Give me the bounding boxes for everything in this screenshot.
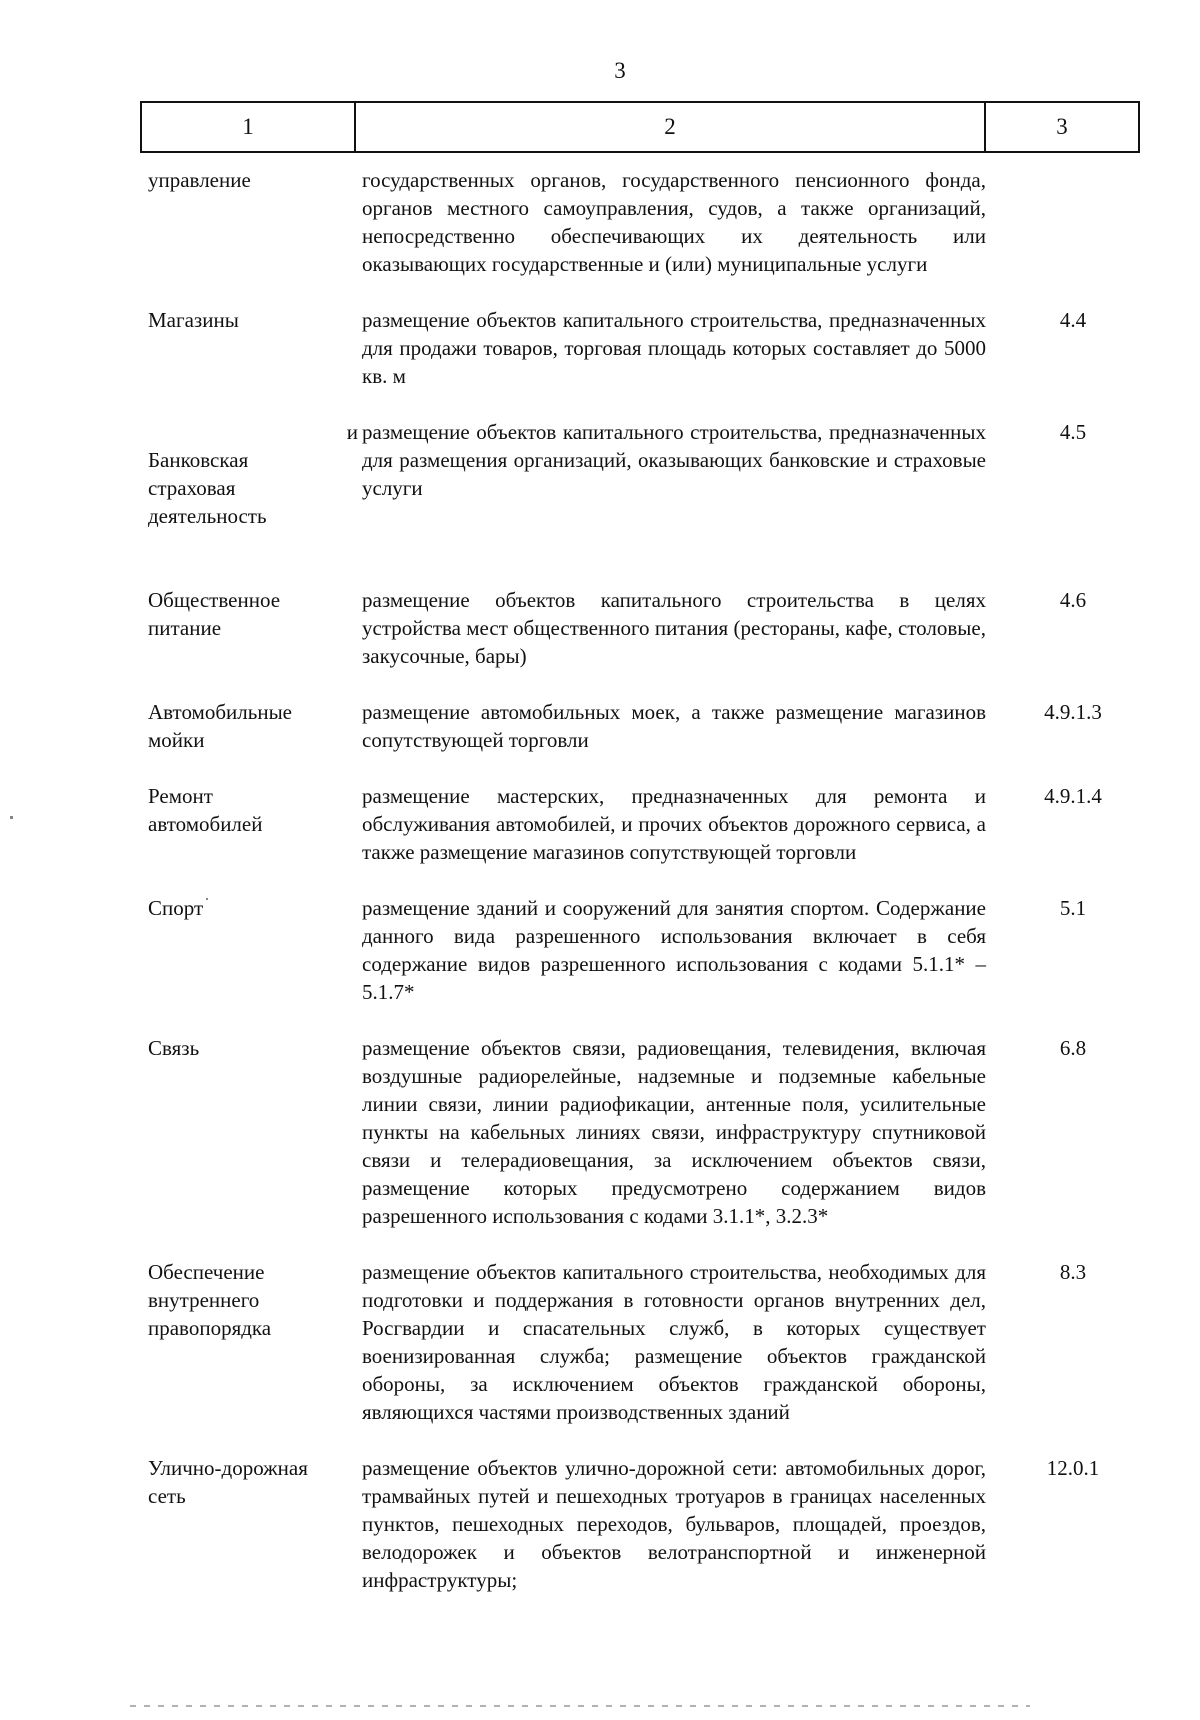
scan-edge-noise	[130, 1705, 1030, 1707]
use-type-name: Связь	[148, 1036, 200, 1060]
page-number: 3	[614, 58, 626, 83]
use-type-description: государственных органов, государственного пенсионного фонда, органов местного самоуправления, судов, а также организаций, непосредственно обеспечивающих их деятельность или оказывающих государственные и (или) муниципальные услуги	[362, 168, 986, 276]
use-type-description: размещение объектов улично-дорожной сети: автомобильных дорог, трамвайных путей и пешеходных тротуаров в границах населенных пунктов, пешеходных переходов, бульваров, площадей, проездов, велодорожек и объектов велотранспортной и инженерной инфраструктуры;	[362, 1456, 986, 1592]
use-type-description: размещение объектов связи, радиовещания, телевидения, включая воздушные радиорелейные, надземные и подземные кабельные линии связи, линии радиофикации, антенные поля, усилительные пункты на кабельных линиях связи, инфраструктуру спутниковой связи и телерадиовещания, за исключением объектов связи, размещение которых предусмотрено содержанием видов разрешенного использования с кодами 3.1.1*, 3.2.3*	[362, 1036, 986, 1228]
use-type-code: 6.8	[1059, 1036, 1087, 1060]
use-type-description: размещение объектов капитального строительства, предназначенных для продажи товаров, торговая площадь которых составляет до 5000 кв. м	[362, 308, 986, 388]
use-type-name: Магазины	[148, 308, 239, 332]
table-row	[140, 1454, 1140, 1594]
header-col-1: 1	[142, 103, 356, 151]
table-row	[140, 782, 1140, 866]
table-row	[140, 1034, 1140, 1230]
use-type-description: размещение автомобильных моек, а также размещение магазинов сопутствующей торговли	[362, 700, 986, 752]
use-type-name: Улично-дорожная сеть	[148, 1456, 308, 1508]
name-conjunction: и	[346, 420, 358, 444]
use-type-code: 4.4	[1059, 308, 1087, 332]
table-row	[140, 586, 1140, 670]
use-type-description: размещение объектов капитального строительства, предназначенных для размещения организаций, оказывающих банковские и страховые услуги	[362, 420, 986, 500]
use-type-name: управление	[148, 168, 251, 192]
scan-speck	[206, 898, 208, 900]
header-col-2: 2	[356, 103, 986, 151]
use-type-code: 4.6	[1059, 588, 1087, 612]
use-type-name: Банковская страховая деятельность	[148, 448, 267, 528]
table-row	[140, 1258, 1140, 1426]
use-type-code: 4.9.1.3	[1044, 700, 1102, 724]
use-type-description: размещение мастерских, предназначенных для ремонта и обслуживания автомобилей, и прочих объектов дорожного сервиса, а также размещение магазинов сопутствующей торговли	[362, 784, 986, 864]
table-body	[140, 166, 1140, 1622]
use-type-code: 8.3	[1059, 1260, 1087, 1284]
use-type-description: размещение объектов капитального строительства, необходимых для подготовки и поддержания в готовности органов внутренних дел, Росгвардии и спасательных служб, в которых существует военизированная служба; размещение объектов гражданской обороны, за исключением объектов гражданской обороны, являющихся частями производственных зданий	[362, 1260, 986, 1424]
use-type-code: 12.0.1	[1046, 1456, 1100, 1480]
use-type-name: Ремонт автомобилей	[148, 784, 263, 836]
use-type-code: 4.5	[1059, 420, 1087, 444]
use-type-code: 4.9.1.4	[1044, 784, 1102, 808]
table-row	[140, 306, 1140, 390]
use-type-description: размещение объектов капитального строительства в целях устройства мест общественного питания (рестораны, кафе, столовые, закусочные, бары)	[362, 588, 986, 668]
use-type-name: Спорт	[148, 896, 204, 920]
table-header-row	[140, 101, 1140, 153]
use-type-name: Обеспечение внутреннего правопорядка	[148, 1260, 272, 1340]
use-type-description: размещение зданий и сооружений для занятия спортом. Содержание данного вида разрешенного использования включает в себя содержание видов разрешенного использования с кодами 5.1.1* – 5.1.7*	[362, 896, 986, 1004]
use-type-code	[986, 166, 1140, 278]
table-row	[140, 698, 1140, 754]
table-row	[140, 894, 1140, 1006]
header-col-3: 3	[1056, 114, 1068, 139]
table-row	[140, 166, 1140, 278]
use-type-name: Общественное питание	[148, 588, 281, 640]
use-type-name-cell	[140, 418, 358, 558]
use-type-code: 5.1	[1059, 896, 1087, 920]
table-row	[140, 418, 1140, 558]
scan-speck	[10, 816, 13, 819]
use-type-name: Автомобильные мойки	[148, 700, 292, 752]
